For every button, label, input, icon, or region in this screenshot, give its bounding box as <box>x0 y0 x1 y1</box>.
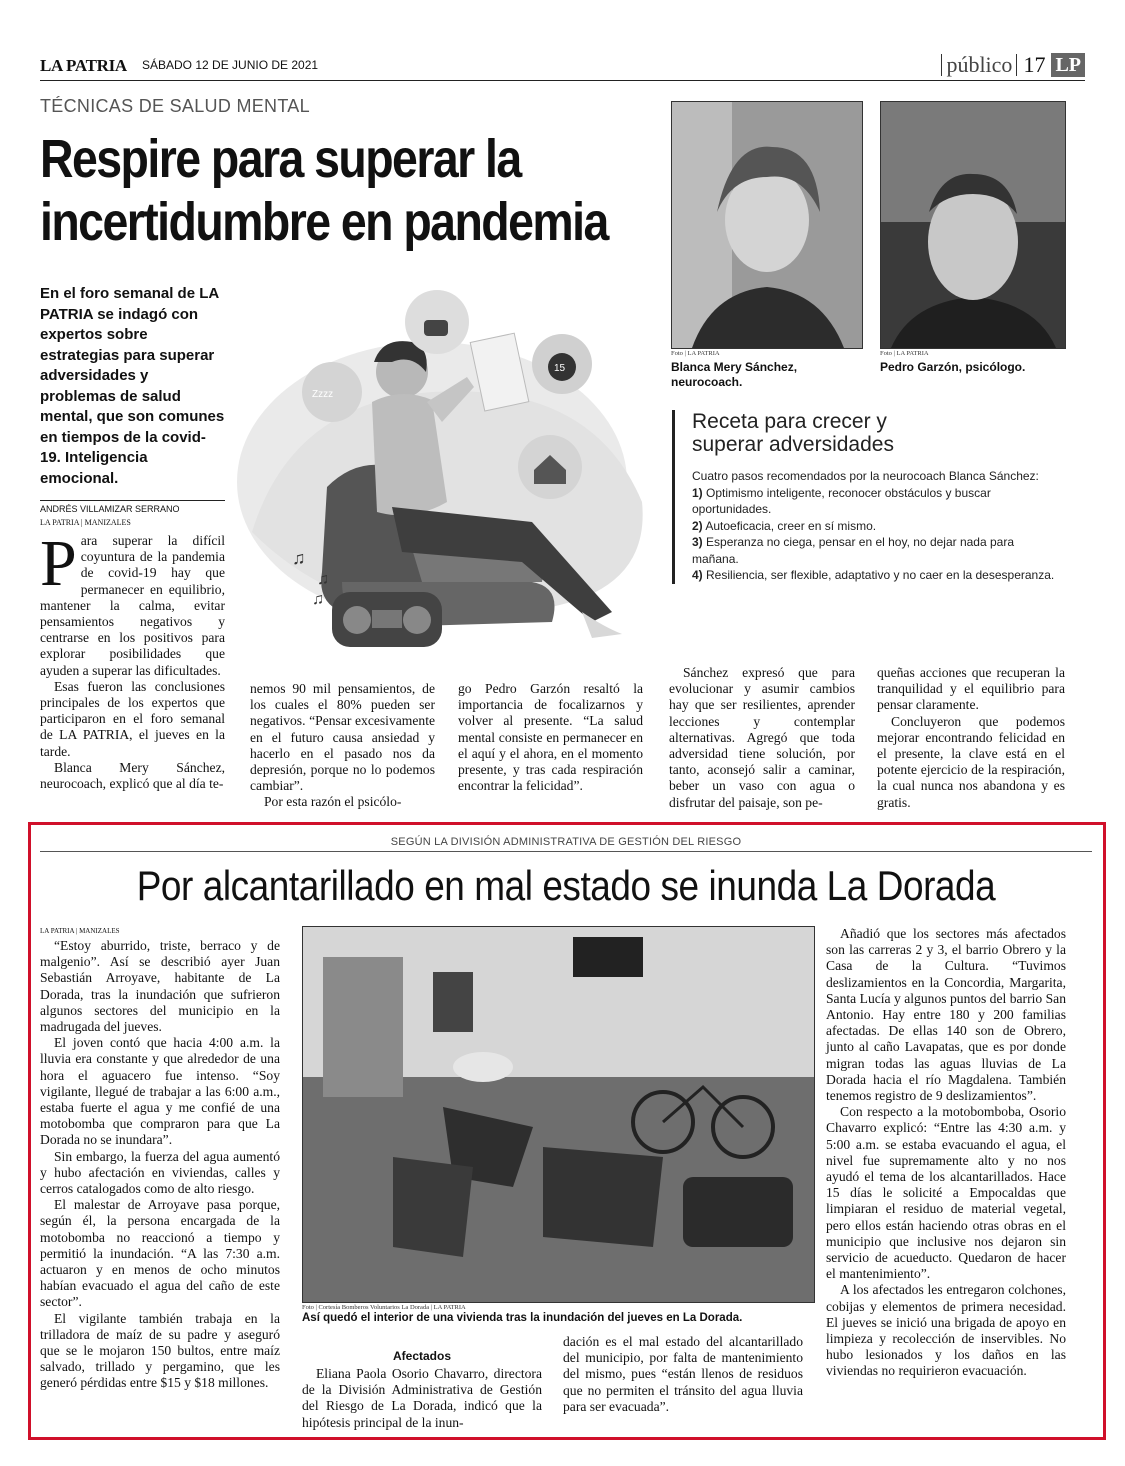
article1-col2: nemos 90 mil pensamientos, de los cuales el 80% pueden ser negativos. “Pensar excesivamente en el futuro causa ansiedad y hacerlo en el pasado nos da depresión, porque no lo podemos cambiar”. Por esta razón el psicólo- <box>250 681 435 810</box>
photo-credit: Foto | Cortesía Bomberos Voluntarios La Dorada | LA PATRIA <box>302 1304 466 1311</box>
photo-pedro-garzon <box>880 101 1066 349</box>
page-number: 17 <box>1023 52 1046 77</box>
recipe-item: 4) Resiliencia, ser flexible, adaptativo y no caer en la desesperanza. <box>692 568 1055 582</box>
recipe-item: 3) Esperanza no ciega, pensar en el hoy, no dejar nada para mañana. <box>692 535 1015 566</box>
photo-caption: Así quedó el interior de una vivienda tras la inundación del jueves en La Dorada. <box>302 1312 743 1324</box>
drop-cap: P <box>40 527 77 600</box>
lp-badge: LP <box>1051 53 1085 77</box>
article1-kicker: TÉCNICAS DE SALUD MENTAL <box>40 96 310 116</box>
section-name: público <box>941 54 1017 76</box>
recipe-title: Receta para crecer y superar adversidades <box>692 410 894 456</box>
flood-photo <box>302 926 815 1303</box>
music-note-icon: ♫ <box>317 571 329 588</box>
recipe-box <box>672 410 1057 584</box>
photo-caption: Pedro Garzón, psicólogo. <box>880 360 1026 374</box>
recipe-item: 1) Optimismo inteligente, reconocer obstáculos y buscar oportunidades. <box>692 485 991 516</box>
newspaper-logo: LA PATRIA <box>40 56 127 75</box>
photo-caption: Blanca Mery Sánchez, neurocoach. <box>671 360 798 389</box>
article1-headline <box>40 128 659 254</box>
article2-kicker: SEGÚN LA DIVISIÓN ADMINISTRATIVA DE GESTIÓN DEL RIESGO <box>40 836 1092 852</box>
article2-col1: “Estoy aburrido, triste, berraco y de malgenio”. Así se describió ayer Juan Sebastián Arroyave, habitante de La Dorada, tras la inundación que sufrieron algunos sectores del municipio en la madrugada del jueves. El joven contó que hacia 4:00 a.m. la lluvia era constante y que alrededor de una hora el aguacero fue intenso. “Soy vigilante, llegué de trabajar a las 6:00 a.m., estaba fuerte el agua y me confié de una motobomba que compraron para que La Dorada no se inundara”. Sin embargo, la fuerza del agua aumentó y hubo afectación en viviendas, calles y cerros catalogados como de alto riesgo. El malestar de Arroyave pasa porque, según él, la persona encargada de la motobomba no reaccionó a tiempo y permitió la inundación. “A las 7:30 a.m. actuaron y en menos de ocho minutos habían evacuado el agua del caño de este sector”. El vigilante también trabaja en la trilladora de maíz de su padre y aseguró que se le mojaron 150 bultos, entre maíz salvado, trillado y pergamino, que les generó pérdidas entre $15 y $18 millones. <box>40 938 280 1391</box>
photo-credit: Foto | LA PATRIA <box>880 350 929 357</box>
headline-line2: incertidumbre en pandemia <box>40 192 608 252</box>
article2-col3: dación es el mal estado del alcantarillado del municipio, por falta de mantenimiento del mismo, pues “están llenos de residuos que no permiten el tránsito del agua lluvia para ser evacuada”. <box>563 1334 803 1414</box>
meditation-illustration <box>232 282 670 672</box>
recipe-intro: Cuatro pasos recomendados por la neurocoach Blanca Sánchez: <box>692 469 1039 483</box>
article1-col3: go Pedro Garzón resaltó la importancia de focalizarnos y volver al presente. “La salud mental consiste en permanecer en el aquí y el ahora, en el momento presente, y tras cada respiración encontrar la felicidad”. <box>458 681 643 794</box>
article2-credit: LA PATRIA | MANIZALES <box>40 927 120 935</box>
article1-col5: queñas acciones que recuperan la tranquilidad y el equilibrio para pensar claramente. Concluyeron que podemos mejorar encontrando felicidad en el presente, la clave está en el potente ejercicio de la respiración, la cual nunca nos abandona y es gratis. <box>877 665 1065 810</box>
article2-col2: Eliana Paola Osorio Chavarro, directora de la División Administrativa de Gestión del Riesgo de La Dorada, indicó que la hipótesis principal de la inun- <box>302 1366 542 1430</box>
article1-lead: En el foro semanal de LA PATRIA se indagó con expertos sobre estrategias para superar adversidades y problemas de salud mental, que son comunes en tiempos de la covid-19. Inteligencia emocional. <box>40 285 225 487</box>
article1-col1: Para superar la difícil coyuntura de la pandemia de covid-19 hay que permanecer en equilibrio, mantener la calma, evitar pensamientos negativos y centrarse en los positivos para explorar posibilidades que ayuden a superar las dificultades. Esas fueron las conclusiones principales de los expertos que participaron en el foro semanal de LA PATRIA, el jueves en la tarde. Blanca Mery Sánchez, neurocoach, explicó que al día te- <box>40 527 225 792</box>
article1-col4: Sánchez expresó que para evolucionar y asumir cambios hay que ser resilientes, aprender lecciones y contemplar alternativas. Agregó que toda adversidad tiene solución, por tanto, aconsejó salir a caminar, beber un vaso con agua o disfrutar del paisaje, son pe- <box>669 665 855 810</box>
photo-blanca-sanchez <box>671 101 863 349</box>
sleep-icon: Zzzz <box>312 389 334 400</box>
masthead <box>40 52 1085 81</box>
photo-credit: Foto | LA PATRIA <box>671 350 720 357</box>
article2-subhead: Afectados <box>392 1349 451 1363</box>
music-note-icon: ♫ <box>292 548 306 568</box>
section-indicator <box>941 52 1085 78</box>
article1-byline: ANDRÉS VILLAMIZAR SERRANO <box>40 500 225 514</box>
article2-headline: Por alcantarillado en mal estado se inunda La Dorada <box>136 862 996 909</box>
article2-col4: Añadió que los sectores más afectados son las carreras 2 y 3, el barrio Obrero y la Casa de la Cultura. “Tuvimos deslizamientos en la Concordia, Margarita, Santa Lucía y algunos puntos del barrio San Antonio. Hay entre 180 y 200 familias afectadas. De ellas 140 son de Obrero, junto al caño Lavapatas, que es por donde migran todas las aguas lluvias de La Dorada hacia el río Magdalena. También tenemos registro de 9 deslizamientos”. Con respecto a la motobomboba, Osorio Chavarro explicó: “Entre las 4:30 a.m. y 5:00 a.m. se estaba evacuando el agua, el nivel fue supremamente alto y no nos ayudó el tema de los alcantarillados. Hace 15 días le solicité a Empocaldas que limpiaran el residuo de material vegetal, pero ellos están haciendo otras obras en el municipio que inclusive nos dejaron sin servicio de acueducto. Quedaron de hacer el mantenimiento”. A los afectados les entregaron colchones, cobijas y elementos de primera necesidad. El jueves se inició una brigada de apoyo en limpieza y recolección de inservibles. No hubo lesionados y los daños en las viviendas no requirieron evacuación. <box>826 926 1066 1379</box>
svg-text:15: 15 <box>554 363 566 374</box>
issue-date: SÁBADO 12 DE JUNIO DE 2021 <box>142 58 319 72</box>
recipe-item: 2) Autoeficacia, creer en sí mismo. <box>692 518 877 533</box>
music-note-icon: ♫ <box>312 591 324 608</box>
flood-photo-caption-block <box>302 1304 813 1325</box>
headline-line1: Respire para superar la <box>40 129 521 189</box>
article1-credit: LA PATRIA | MANIZALES <box>40 518 131 527</box>
